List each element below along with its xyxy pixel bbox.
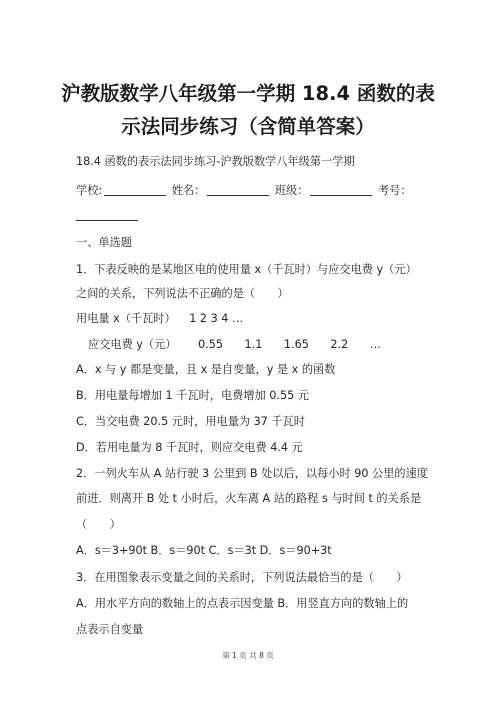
school-blank: [104, 183, 166, 196]
fee-value: …: [369, 338, 381, 351]
usage-values: 1 2 3 4 …: [189, 312, 244, 325]
q1-option-b: B．用电量每增加 1 千瓦时，电费增加 0.55 元: [76, 389, 309, 402]
school-label: 学校:: [76, 184, 103, 197]
page-footer: 第 1 页 共 8 页: [222, 651, 274, 660]
usage-label: 用电量 x（千瓦时）: [76, 312, 176, 325]
q3-option-line-2: 点表示自变量: [76, 623, 144, 636]
fee-value: 1.1: [244, 338, 263, 351]
q1-table-row-usage: [76, 312, 243, 326]
fee-label: 应交电费 y（元）: [88, 338, 177, 351]
q1-option-c: C．当交电费 20.5 元时，用电量为 37 千瓦时: [76, 415, 305, 428]
number-blank: [76, 208, 138, 221]
q1-option-a: A．x 与 y 都是变量，且 x 是自变量，y 是 x 的函数: [76, 363, 336, 376]
section-heading: 一、单选题: [76, 236, 132, 249]
class-label: 班级：: [274, 184, 309, 197]
q2-stem-line-1: 2．一列火车从 A 站行驶 3 公里到 B 处以后，以每小时 90 公里的速度: [76, 467, 428, 480]
q3-stem: 3．在用图象表示变量之间的关系时，下列说法最恰当的是（ ）: [76, 571, 408, 584]
q1-option-d: D．若用电量为 8 千瓦时，则应交电费 4.4 元: [76, 441, 303, 454]
q2-stem-line-2: 前进．则离开 B 处 t 小时后，火车离 A 站的路程 s 与时间 t 的关系是: [76, 492, 422, 505]
q1-table-row-fee: [88, 338, 381, 352]
q3-option-line-1: A．用水平方向的数轴上的点表示因变量 B．用竖直方向的数轴上的: [76, 597, 409, 610]
document-subtitle: 18.4 函数的表示法同步练习-沪教版数学八年级第一学期: [76, 155, 355, 168]
fee-value: 2.2: [330, 338, 349, 351]
number-blank-line: [76, 208, 140, 223]
student-info-line: [76, 183, 412, 198]
document-title-line-1: 沪教版数学八年级第一学期 18.4 函数的表: [61, 82, 435, 105]
name-label: 姓名：: [171, 184, 206, 197]
q1-stem-line-2: 之间的关系，下列说法不正确的是（ ）: [76, 287, 289, 300]
q2-options: A．s＝3+90t B．s＝90t C．s＝3t D．s＝90+3t: [76, 544, 332, 557]
q1-stem-line-1: 1．下表反映的是某地区电的使用量 x（千瓦时）与应交电费 y（元）: [76, 263, 417, 276]
fee-value: 0.55: [198, 338, 223, 351]
document-title-line-2: 示法同步练习（含简单答案）: [121, 115, 375, 138]
name-blank: [207, 183, 269, 196]
fee-value: 1.65: [283, 338, 309, 351]
class-blank: [310, 183, 372, 196]
number-label: 考号：: [378, 184, 412, 197]
q2-stem-line-3: （ ）: [76, 518, 121, 531]
